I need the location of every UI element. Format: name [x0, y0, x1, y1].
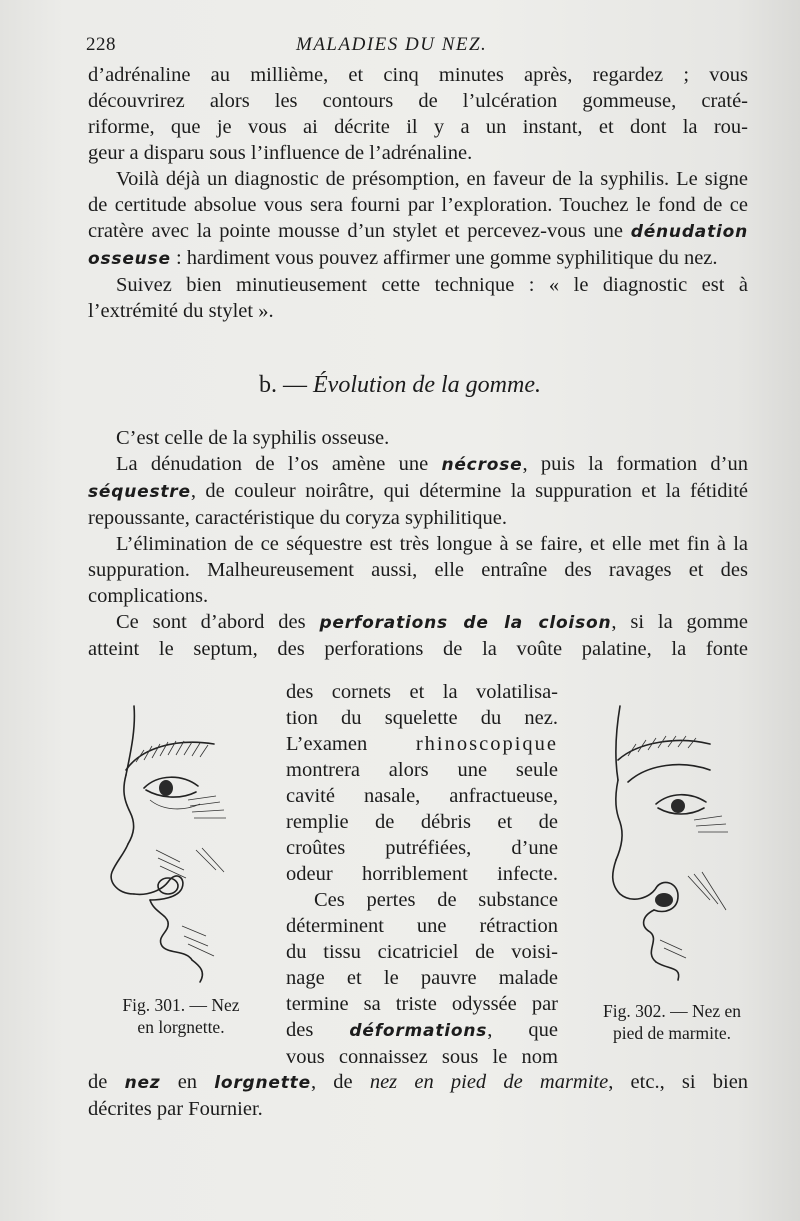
column-text: des	[286, 1019, 314, 1041]
paragraph	[88, 451, 748, 531]
column-line: vous connaissez sous le nom	[286, 1046, 558, 1068]
column-line: Ces pertes de substance	[314, 889, 558, 911]
paragraph-line: d’adrénaline au millième, et cinq minutes après, regardez ; vous	[88, 64, 748, 86]
term-perforations: perforations de la cloison	[319, 613, 612, 633]
column-line: termine sa triste odyssée par	[286, 993, 558, 1015]
paragraph-text: La dénudation de l’os amène une	[116, 453, 429, 475]
page-header	[86, 34, 746, 60]
column-line: croûtes putréfiées, d’une	[286, 837, 558, 859]
paragraph-text: Ce sont d’abord des	[116, 611, 306, 633]
paragraph-text: : hardiment vous pouvez affirmer une gomme syphilitique du nez.	[175, 247, 718, 269]
paragraph: C’est celle de la syphilis osseuse.	[116, 427, 390, 449]
paragraph: L’élimination de ce séquestre est très longue à se faire, et elle met fin à la suppuration. Malheureusement aussi, elle entraîne des ravages et des complications.	[88, 533, 748, 607]
term-nez: nez	[124, 1073, 161, 1093]
section-dash: —	[283, 372, 308, 398]
narrow-text-column	[286, 679, 558, 1070]
paragraph-line	[88, 1069, 748, 1096]
paragraph-text: , de couleur noirâtre, qui détermine la suppuration et la fétidité repoussante, caractéristique du coryza syphilitique.	[88, 480, 748, 529]
paragraph-text: de	[88, 1071, 108, 1093]
paragraph-line: décrites par Fournier.	[88, 1098, 263, 1120]
caption-line: pied de marmite.	[612, 1023, 732, 1043]
paragraph	[88, 166, 748, 272]
column-line	[286, 1017, 558, 1044]
figure-301-caption	[96, 994, 266, 1038]
column-line	[286, 731, 558, 757]
paragraph-text: , puis la formation d’un	[522, 453, 749, 475]
bottom-text-block	[88, 1069, 748, 1122]
term-lorgnette: lorgnette	[214, 1073, 311, 1093]
term-sequestre: séquestre	[88, 482, 191, 502]
figure-302-caption	[582, 1000, 762, 1044]
caption-line: Fig. 302. — Nez en	[602, 1001, 742, 1021]
section-heading	[0, 372, 800, 399]
column-text: , que	[487, 1019, 558, 1041]
page-number: 228	[86, 34, 116, 55]
paragraph	[88, 609, 748, 636]
figure-301-nose-illustration	[96, 700, 266, 990]
column-line: du tissu cicatriciel de voisi-	[286, 941, 558, 963]
column-line: remplie de débris et de	[286, 811, 558, 833]
column-line: montrera alors une seule	[286, 759, 558, 781]
top-text-block	[88, 62, 748, 324]
column-text: L’examen	[286, 733, 368, 755]
section-title: Évolution de la gomme.	[313, 372, 541, 398]
section-letter: b.	[259, 372, 278, 398]
paragraph-text: , de	[310, 1071, 353, 1093]
paragraph-line: atteint le septum, des perforations de la voûte palatine, la fonte	[88, 638, 748, 660]
term-deformations: déformations	[349, 1021, 488, 1041]
column-line: cavité nasale, anfractueuse,	[286, 785, 558, 807]
paragraph-text: , etc., si bien	[608, 1071, 749, 1093]
caption-line: en lorgnette.	[137, 1017, 225, 1037]
running-title: MALADIES DU NEZ.	[296, 34, 488, 55]
paragraph-text: en	[177, 1071, 198, 1093]
column-line: nage et le pauvre malade	[286, 967, 558, 989]
term-pied-de-marmite: nez en pied de marmite	[369, 1071, 609, 1093]
term-denudation: dénudation osseuse	[88, 222, 748, 269]
column-line: des cornets et la volatilisa-	[286, 681, 558, 703]
paragraph-line: geur a disparu sous l’influence de l’adrénaline.	[88, 142, 473, 164]
paragraph-text: Voilà déjà un diagnostic de présomption, en faveur de la syphilis. Le signe de certitude absolue vous sera fourni par l’exploration. Touchez le fond de ce cratère avec la pointe mousse d’un stylet et percevez-vous une	[88, 168, 748, 242]
column-line: déterminent une rétraction	[286, 915, 558, 937]
paragraph-text: , si la gomme	[611, 611, 749, 633]
paragraph-line: découvrirez alors les contours de l’ulcération gommeuse, craté-	[88, 90, 748, 112]
caption-line: Fig. 301. — Nez	[122, 995, 240, 1015]
paragraph-line: riforme, que je vous ai décrite il y a un instant, et dont la rou-	[88, 116, 748, 138]
middle-text-block	[88, 425, 748, 662]
column-line: tion du squelette du nez.	[286, 707, 558, 729]
term-necrose: nécrose	[441, 455, 523, 475]
column-line: odeur horriblement infecte.	[286, 863, 558, 885]
paragraph: Suivez bien minutieusement cette technique : « le diagnostic est à l’extrémité du stylet ».	[88, 274, 748, 322]
figure-302-nose-illustration	[598, 700, 758, 990]
term-rhinoscopique: rhinoscopique	[415, 733, 558, 755]
